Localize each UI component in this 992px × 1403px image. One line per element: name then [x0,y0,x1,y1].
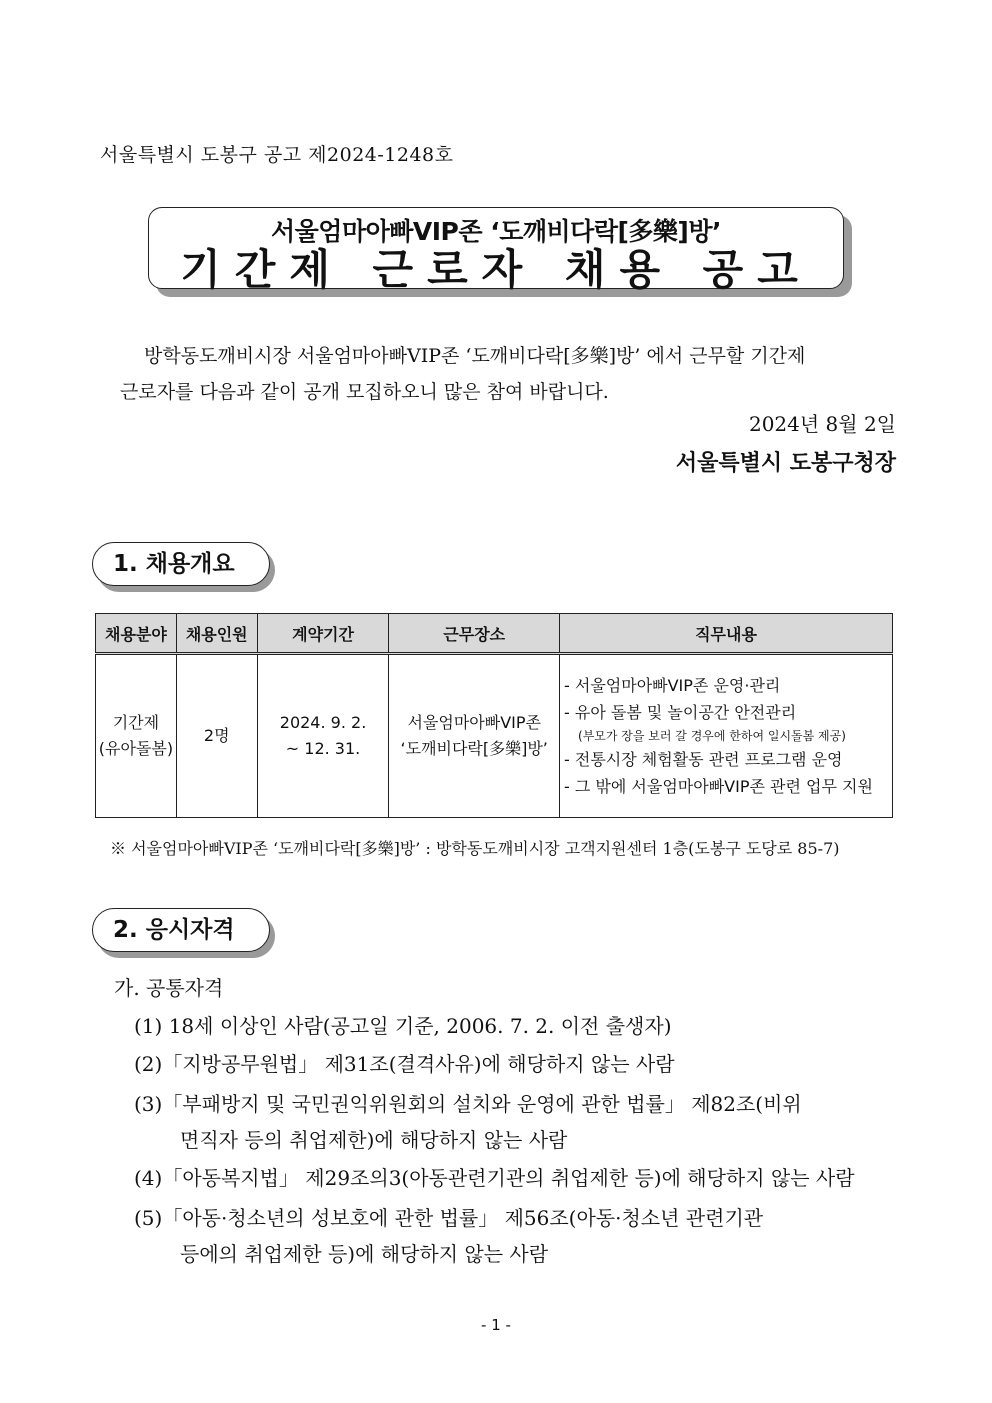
cell-duties [560,654,893,818]
cell-location: 서울엄마아빠VIP존 ‘도깨비다락[多樂]방’ [389,654,560,818]
duty-item: - 전통시장 체험활동 관련 프로그램 운영 [564,750,843,769]
section-heading-qualifications: 2. 응시자격 [92,908,270,952]
duty-item-note: (부모가 장을 보러 갈 경우에 한하여 일시돌봄 제공) [578,729,846,743]
duty-item: - 유아 돌봄 및 놀이공간 안전관리 [564,703,797,722]
page-number: - 1 - [481,1316,511,1334]
header-field: 채용분야 [96,614,177,654]
duty-item: - 그 밖에 서울엄마아빠VIP존 관련 업무 지원 [564,777,873,796]
cell-period: 2024. 9. 2. ~ 12. 31. [257,654,389,818]
requirement-item: (4)「아동복지법」 제29조의3(아동관련기관의 취업제한 등)에 해당하지 않는 사람 [134,1166,855,1190]
header-count: 채용인원 [176,614,257,654]
cell-count: 2명 [176,654,257,818]
page-title: 기간제 근로자 채용 공고 [180,245,812,294]
title-subtitle: 서울엄마아빠VIP존 ‘도깨비다락[多樂]방’ [271,217,721,246]
header-duties: 직무내용 [560,614,893,654]
requirement-item: (2)「지방공무원법」 제31조(결격사유)에 해당하지 않는 사람 [134,1052,675,1076]
issuer-name: 서울특별시 도봉구청장 [675,450,896,476]
requirement-item: (3)「부패방지 및 국민권익위원회의 설치와 운영에 관한 법률」 제82조(비위 면직자 등의 취업제한)에 해당하지 않는 사람 [134,1092,802,1152]
section-heading-overview: 1. 채용개요 [92,542,270,586]
table-row [96,654,893,818]
recruitment-overview-table [95,613,893,818]
intro-paragraph [120,338,896,410]
cell-field: 기간제 (유아돌봄) [96,654,177,818]
requirement-item: (1) 18세 이상인 사람(공고일 기준, 2006. 7. 2. 이전 출생자) [134,1014,672,1038]
notice-number: 서울특별시 도봉구 공고 제2024-1248호 [100,144,454,166]
intro-line-1: 방학동도깨비시장 서울엄마아빠VIP존 ‘도깨비다락[多樂]방’ 에서 근무할 기간제 [144,345,806,367]
header-period: 계약기간 [257,614,389,654]
title-banner [148,207,844,294]
header-location: 근무장소 [389,614,560,654]
table-header-row [96,614,893,654]
requirement-item: (5)「아동·청소년의 성보호에 관한 법률」 제56조(아동·청소년 관련기관 등에의 취업제한 등)에 해당하지 않는 사람 [134,1206,764,1266]
intro-line-2: 근로자를 다음과 같이 공개 모집하오니 많은 참여 바랍니다. [120,381,609,403]
notice-date: 2024년 8월 2일 [748,412,896,436]
subsection-common-qualifications: 가. 공통자격 [114,976,224,1000]
location-note: ※ 서울엄마아빠VIP존 ‘도깨비다락[多樂]방’ : 방학동도깨비시장 고객지원센터 1층(도봉구 도당로 85-7) [110,839,840,858]
duty-item: - 서울엄마아빠VIP존 운영·관리 [564,676,781,695]
